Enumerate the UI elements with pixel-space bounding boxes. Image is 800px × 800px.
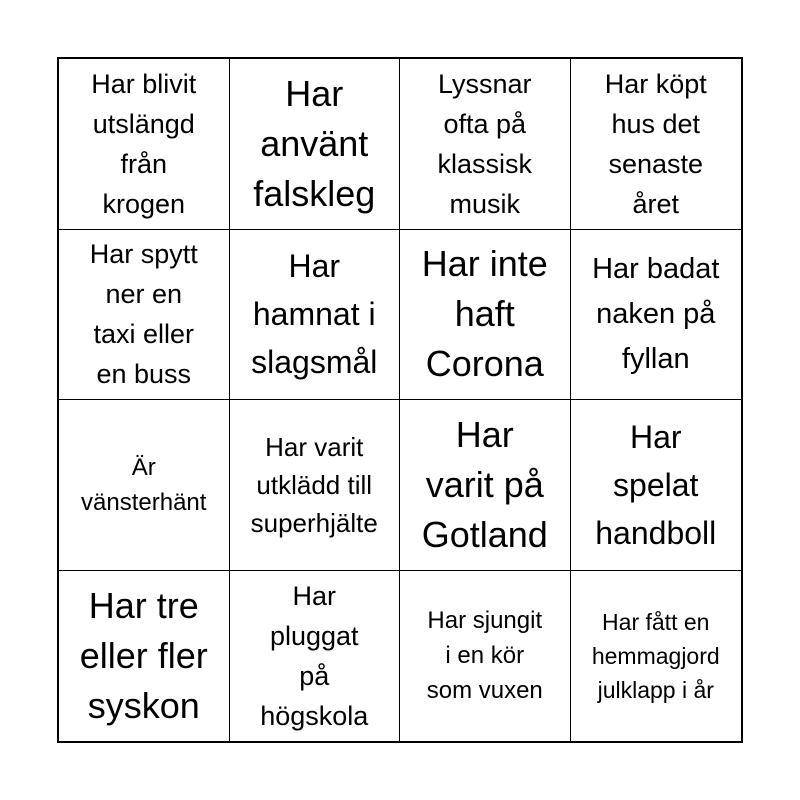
bingo-cell[interactable] — [230, 400, 401, 571]
cell-text: Har fått en hemmagjord julklapp i år — [591, 608, 720, 703]
cell-text: Lyssnar ofta på klassisk musik — [437, 68, 532, 219]
bingo-cell[interactable] — [230, 230, 401, 401]
bingo-cell[interactable] — [59, 571, 230, 742]
bingo-cell[interactable] — [571, 59, 742, 230]
cell-text: Har hamnat i slagsmål — [251, 248, 378, 381]
bingo-cell[interactable] — [400, 571, 571, 742]
bingo-cell[interactable] — [59, 59, 230, 230]
cell-text: Har sjungit i en kör som vuxen — [426, 607, 543, 705]
bingo-cell[interactable] — [400, 230, 571, 401]
cell-text: Har blivit utslängd från krogen — [91, 68, 197, 219]
bingo-board — [57, 57, 743, 743]
cell-text: Är vänsterhänt — [81, 453, 207, 516]
cell-text: Har varit utklädd till superhjälte — [250, 431, 378, 538]
bingo-cell[interactable] — [59, 400, 230, 571]
bingo-cell[interactable] — [230, 59, 401, 230]
bingo-cell[interactable] — [571, 400, 742, 571]
bingo-cell[interactable] — [59, 230, 230, 401]
cell-text: Har pluggat på högskola — [260, 580, 369, 731]
cell-text: Har spytt ner en taxi eller en buss — [89, 239, 198, 390]
cell-text: Har köpt hus det senaste året — [604, 68, 707, 219]
cell-text: Har badat naken på fyllan — [592, 252, 720, 375]
bingo-cell[interactable] — [400, 59, 571, 230]
cell-text: Har varit på Gotland — [421, 413, 548, 555]
cell-text: Har inte haft Corona — [421, 243, 548, 385]
bingo-cell[interactable] — [230, 571, 401, 742]
bingo-cell[interactable] — [400, 400, 571, 571]
cell-text: Har tre eller fler syskon — [79, 584, 208, 726]
cell-text: Har använt falskleg — [253, 72, 376, 214]
bingo-cell[interactable] — [571, 230, 742, 401]
bingo-cell[interactable] — [571, 571, 742, 742]
cell-text: Har spelat handboll — [595, 418, 717, 551]
